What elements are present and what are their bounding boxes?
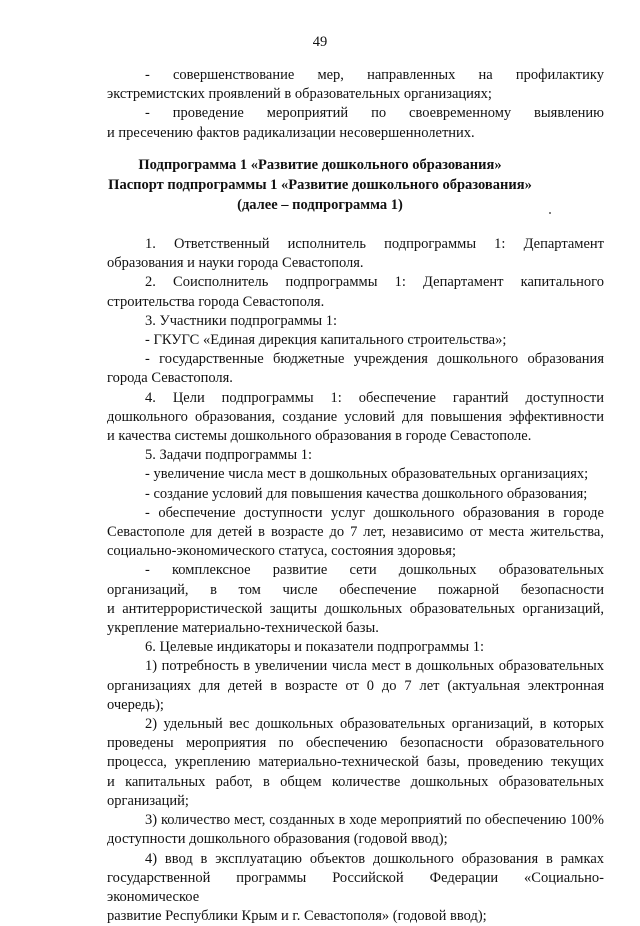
paragraph-line: развитие Республики Крым и г. Севастополя» (годовой ввод); [107, 908, 487, 925]
passport-subtitle: (далее – подпрограмма 1) [237, 197, 403, 213]
paragraph-line: государственной программы Российской Федерации «Социально-экономическое [107, 869, 604, 905]
passport-body [107, 235, 604, 926]
paragraph-line: города Севастополя. [107, 370, 233, 387]
paragraph-line: социально-экономического статуса, состояния здоровья; [107, 543, 456, 560]
paragraph-line: организациях для детей в возрасте от 0 до 7 лет (актуальная электронная [107, 677, 604, 694]
paragraph-line: проведены мероприятия по обеспечению безопасности образовательного [107, 735, 604, 752]
paragraph-line: - увеличение числа мест в дошкольных образовательных организациях; [145, 466, 589, 483]
paragraph-line: - создание условий для повышения качества дошкольного образования; [145, 485, 588, 502]
subprogram-title: Подпрограмма 1 «Развитие дошкольного образования» [138, 157, 502, 173]
paragraph-line: - государственные бюджетные учреждения дошкольного образования [145, 351, 604, 368]
paragraph-line: и антитеррористической защиты дошкольных образовательных организаций, [107, 600, 604, 617]
paragraph-line: 2. Соисполнитель подпрограммы 1: Департамент капитального [145, 274, 604, 291]
paragraph-line: процесса, укреплению материально-технической базы, проведению текущих [107, 754, 604, 771]
paragraph-line: организаций, в том числе обеспечение пожарной безопасности [107, 581, 604, 598]
paragraph-line: 3. Участники подпрограммы 1: [145, 312, 338, 329]
intro-paragraph-line: - проведение мероприятий по своевременному выявлению [145, 105, 604, 122]
intro-paragraph-line: - совершенствование мер, направленных на профилактику [145, 67, 604, 83]
page-number: 49 [312, 34, 328, 50]
paragraph-line: - ГКУГС «Единая дирекция капитального строительства»; [145, 332, 507, 349]
intro-section [107, 66, 604, 143]
paragraph-line: - комплексное развитие сети дошкольных образовательных [145, 562, 604, 579]
paragraph-line: строительства города Севастополя. [107, 293, 325, 310]
paragraph-line: Севастополе для детей в возрасте до 7 лет, независимо от места жительства, [107, 524, 604, 541]
paragraph-line: укрепление материально-технической базы. [107, 620, 379, 637]
paragraph-line: дошкольного образования, создание условий для повышения эффективности [107, 408, 604, 425]
paragraph-line: - обеспечение доступности услуг дошкольного образования в городе [145, 504, 604, 521]
paragraph-line: и капитальных работ, в общем количестве дошкольных образовательных [107, 773, 604, 790]
paragraph-line: 1. Ответственный исполнитель подпрограммы 1: Департамент [145, 236, 604, 252]
paragraph-line: 6. Целевые индикаторы и показатели подпрограммы 1: [145, 639, 484, 656]
passport-title: Паспорт подпрограммы 1 «Развитие дошкольного образования» [108, 177, 532, 193]
paragraph-line: очередь); [107, 696, 164, 713]
paragraph-line: 4. Цели подпрограммы 1: обеспечение гарантий доступности [145, 389, 604, 406]
intro-paragraph-line: и пресечению фактов радикализации несовершеннолетних. [107, 124, 475, 141]
paragraph-line: 5. Задачи подпрограммы 1: [145, 447, 312, 464]
paragraph-line: и качества системы дошкольного образования в городе Севастополе. [107, 428, 532, 445]
paragraph-line: образования и науки города Севастополя. [107, 255, 364, 272]
paragraph-line: 3) количество мест, созданных в ходе мероприятий по обеспечению 100% [145, 812, 604, 829]
intro-paragraph-line: экстремистских проявлений в образовательных организациях; [107, 86, 492, 103]
paragraph-line: 2) удельный вес дошкольных образовательных организаций, в которых [145, 716, 604, 733]
paragraph-line: доступности дошкольного образования (годовой ввод); [107, 831, 448, 848]
paragraph-line: организаций; [107, 792, 189, 809]
scan-speck [549, 212, 551, 214]
paragraph-line: 4) ввод в эксплуатацию объектов дошкольного образования в рамках [145, 850, 604, 867]
paragraph-line: 1) потребность в увеличении числа мест в дошкольных образовательных [145, 658, 604, 675]
